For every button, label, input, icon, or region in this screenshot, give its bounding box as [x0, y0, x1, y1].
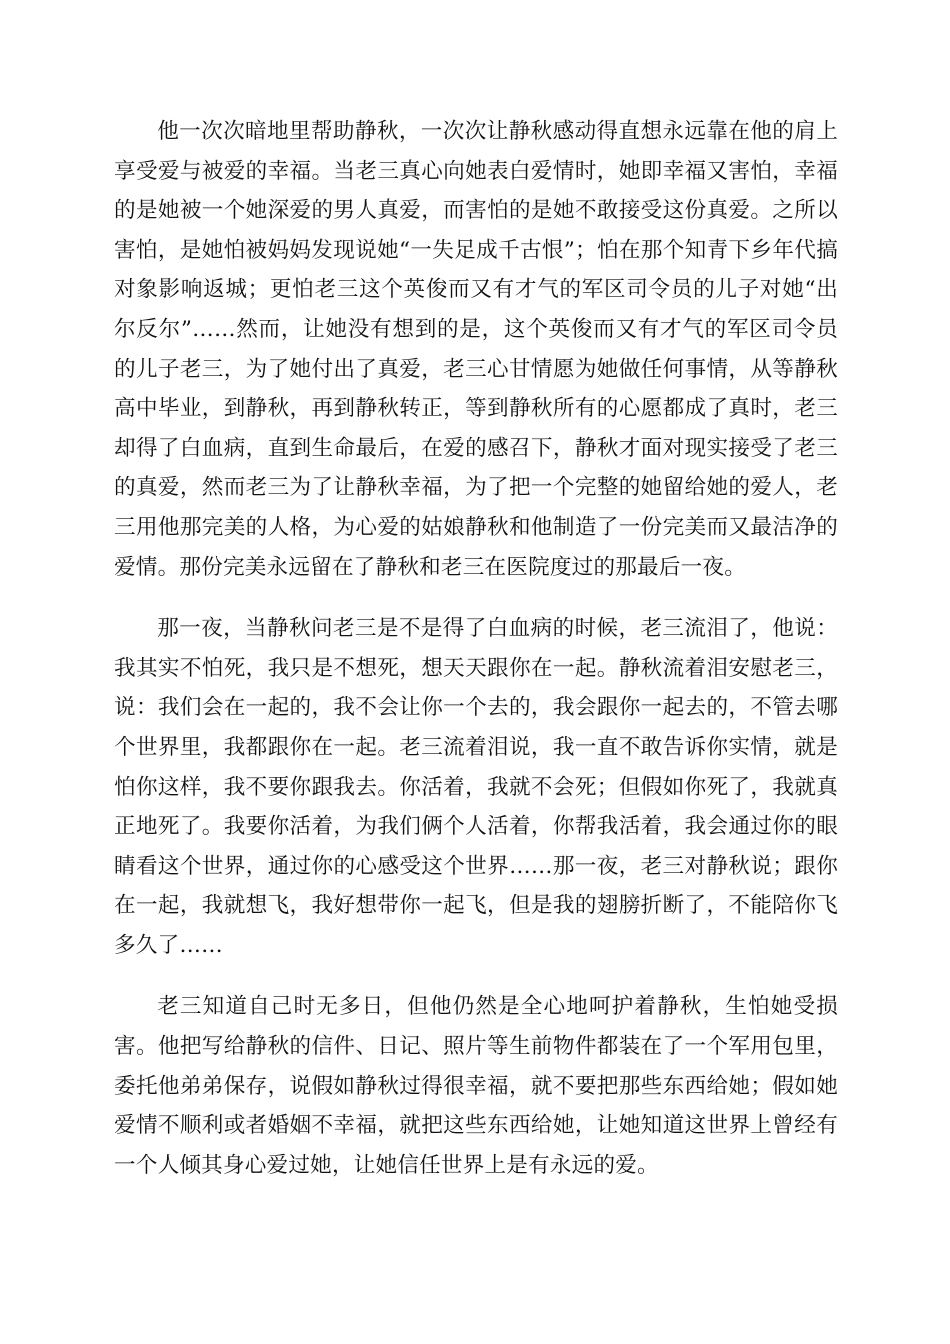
paragraph-3: 老三知道自己时无多日，但他仍然是全心地呵护着静秋，生怕她受损害。他把写给静秋的信件、日记、照片等生前物件都装在了一个军用包里，委托他弟弟保存，说假如静秋过得很幸福，就不要把那些东西给她；假如她爱情不顺利或者婚姻不幸福，就把这些东西给她，让她知道这世界上曾经有一个人倾其身心爱过她，让她信任世界上是有永远的爱。: [114, 994, 838, 1178]
paragraph-2: 那一夜，当静秋问老三是不是得了白血病的时候，老三流泪了，他说：我其实不怕死，我只是不想死，想天天跟你在一起。静秋流着泪安慰老三，说：我们会在一起的，我不会让你一个去的，我会跟你一起去的，不管去哪个世界里，我都跟你在一起。老三流着泪说，我一直不敢告诉你实情，就是怕你这样，我不要你跟我去。你活着，我就不会死；但假如你死了，我就真正地死了。我要你活着，为我们俩个人活着，你帮我活着，我会通过你的眼睛看这个世界，通过你的心感受这个世界……那一夜，老三对静秋说；跟你在一起，我就想飞，我好想带你一起飞，但是我的翅膀折断了，不能陪你飞多久了……: [114, 616, 838, 958]
document-body: [114, 112, 838, 1207]
paragraph-1: 他一次次暗地里帮助静秋，一次次让静秋感动得直想永远靠在他的肩上享受爱与被爱的幸福。当老三真心向她表白爱情时，她即幸福又害怕，幸福的是她被一个她深爱的男人真爱，而害怕的是她不敢接受这份真爱。之所以害怕，是她怕被妈妈发现说她“一失足成千古恨”；怕在那个知青下乡年代搞对象影响返城；更怕老三这个英俊而又有才气的军区司令员的儿子对她“出尔反尔”……然而，让她没有想到的是，这个英俊而又有才气的军区司令员的儿子老三，为了她付出了真爱，老三心甘情愿为她做任何事情，从等静秋高中毕业，到静秋，再到静秋转正，等到静秋所有的心愿都成了真时，老三却得了白血病，直到生命最后，在爱的感召下，静秋才面对现实接受了老三的真爱，然而老三为了让静秋幸福，为了把一个完整的她留给她的爱人，老三用他那完美的人格，为心爱的姑娘静秋和他制造了一份完美而又最洁净的爱情。那份完美永远留在了静秋和老三在医院度过的那最后一夜。: [114, 119, 838, 580]
